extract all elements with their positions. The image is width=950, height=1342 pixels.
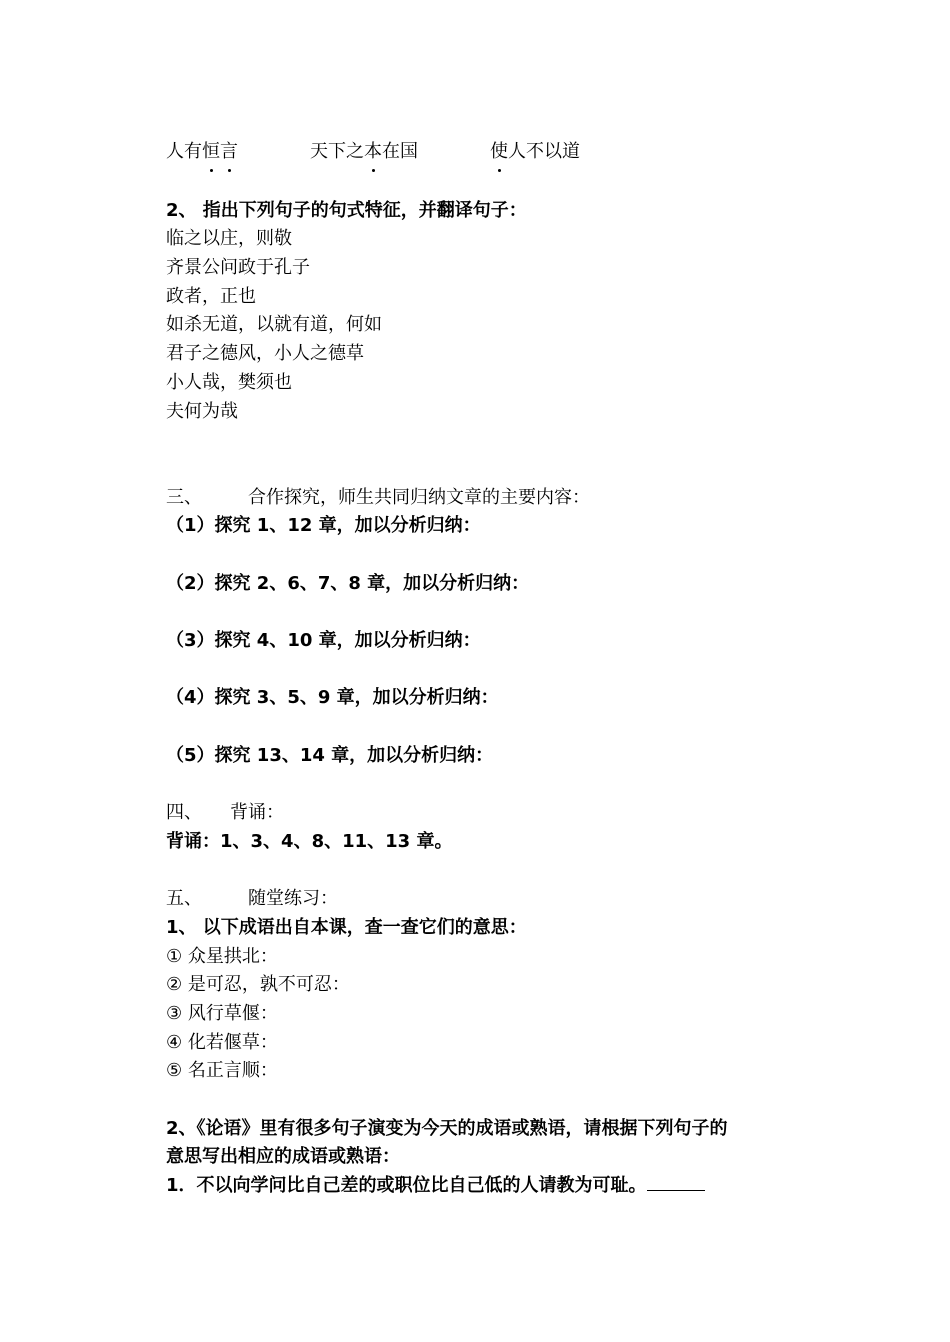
dotted-char: 言 (220, 138, 238, 167)
inquiry-item: （1）探究 1、12 章，加以分析归纳： (166, 515, 481, 537)
dotted-word-2: 天下之本在国 (310, 138, 418, 167)
section-number: 五、 (166, 888, 202, 910)
section-number: 三、 (166, 486, 202, 508)
dotted-words-row (166, 138, 816, 167)
inquiry-item: （2）探究 2、6、7、8 章，加以分析归纳： (166, 572, 530, 594)
spacer (166, 857, 816, 886)
dotted-char: 使 (490, 138, 508, 167)
spacer (166, 1086, 816, 1115)
sentence-item: 夫何为哉 (166, 400, 238, 422)
spacer (166, 713, 816, 742)
section-title: 背诵： (230, 802, 284, 824)
exercise-2-item-1-text: 1．不以向学问比自己差的或职位比自己低的人请教为可耻。 (166, 1175, 647, 1197)
inquiry-item: （4）探究 3、5、9 章，加以分析归纳： (166, 687, 499, 709)
spacer (166, 598, 816, 627)
dotted-char: 恒 (202, 138, 220, 167)
recite-content: 背诵：1、3、4、8、11、13 章。 (166, 830, 453, 852)
idiom-item: ③ 风行草偃： (166, 1002, 278, 1024)
idiom-item: ④ 化若偃草： (166, 1031, 278, 1053)
dotted-word-1: 人有恒言 (166, 138, 238, 167)
answer-blank[interactable] (647, 1172, 705, 1191)
section-5-heading (166, 885, 816, 914)
section-title: 随堂练习： (248, 888, 338, 910)
sentence-item: 君子之德风，小人之德草 (166, 343, 364, 365)
spacer (166, 541, 816, 570)
exercise-1-heading: 1、 以下成语出自本课，查一查它们的意思： (166, 916, 527, 938)
sentence-item: 政者，正也 (166, 285, 256, 307)
sentence-item: 小人哉，樊须也 (166, 371, 292, 393)
inquiry-item: （5）探究 13、14 章，加以分析归纳： (166, 744, 494, 766)
idiom-item: ① 众星拱北： (166, 945, 278, 967)
inquiry-item: （3）探究 4、10 章，加以分析归纳： (166, 630, 481, 652)
idiom-item: ⑤ 名正言顺： (166, 1060, 278, 1082)
spacer (166, 770, 816, 799)
sentence-item: 临之以庄，则敬 (166, 228, 292, 250)
exercise-2-heading-line-2: 意思写出相应的成语或熟语： (166, 1146, 400, 1168)
section-title: 合作探究，师生共同归纳文章的主要内容： (248, 486, 590, 508)
section-2-heading: 2、 指出下列句子的句式特征，并翻译句子： (166, 199, 527, 221)
section-number: 四、 (166, 802, 202, 824)
exercise-2-item-1 (166, 1172, 816, 1201)
section-4-heading (166, 799, 816, 828)
dotted-word-3: 使人不以道 (490, 138, 580, 167)
dotted-char: 本 (364, 138, 382, 167)
section-3-heading (166, 484, 816, 513)
document-page (166, 138, 816, 1201)
sentence-item: 如杀无道，以就有道，何如 (166, 314, 382, 336)
exercise-2-heading-line-1: 2、《论语》里有很多句子演变为今天的成语或熟语，请根据下列句子的 (166, 1117, 728, 1139)
sentence-item: 齐景公问政于孔子 (166, 257, 310, 279)
spacer (166, 656, 816, 685)
idiom-item: ② 是可忍，孰不可忍： (166, 974, 350, 996)
spacer (166, 426, 816, 483)
